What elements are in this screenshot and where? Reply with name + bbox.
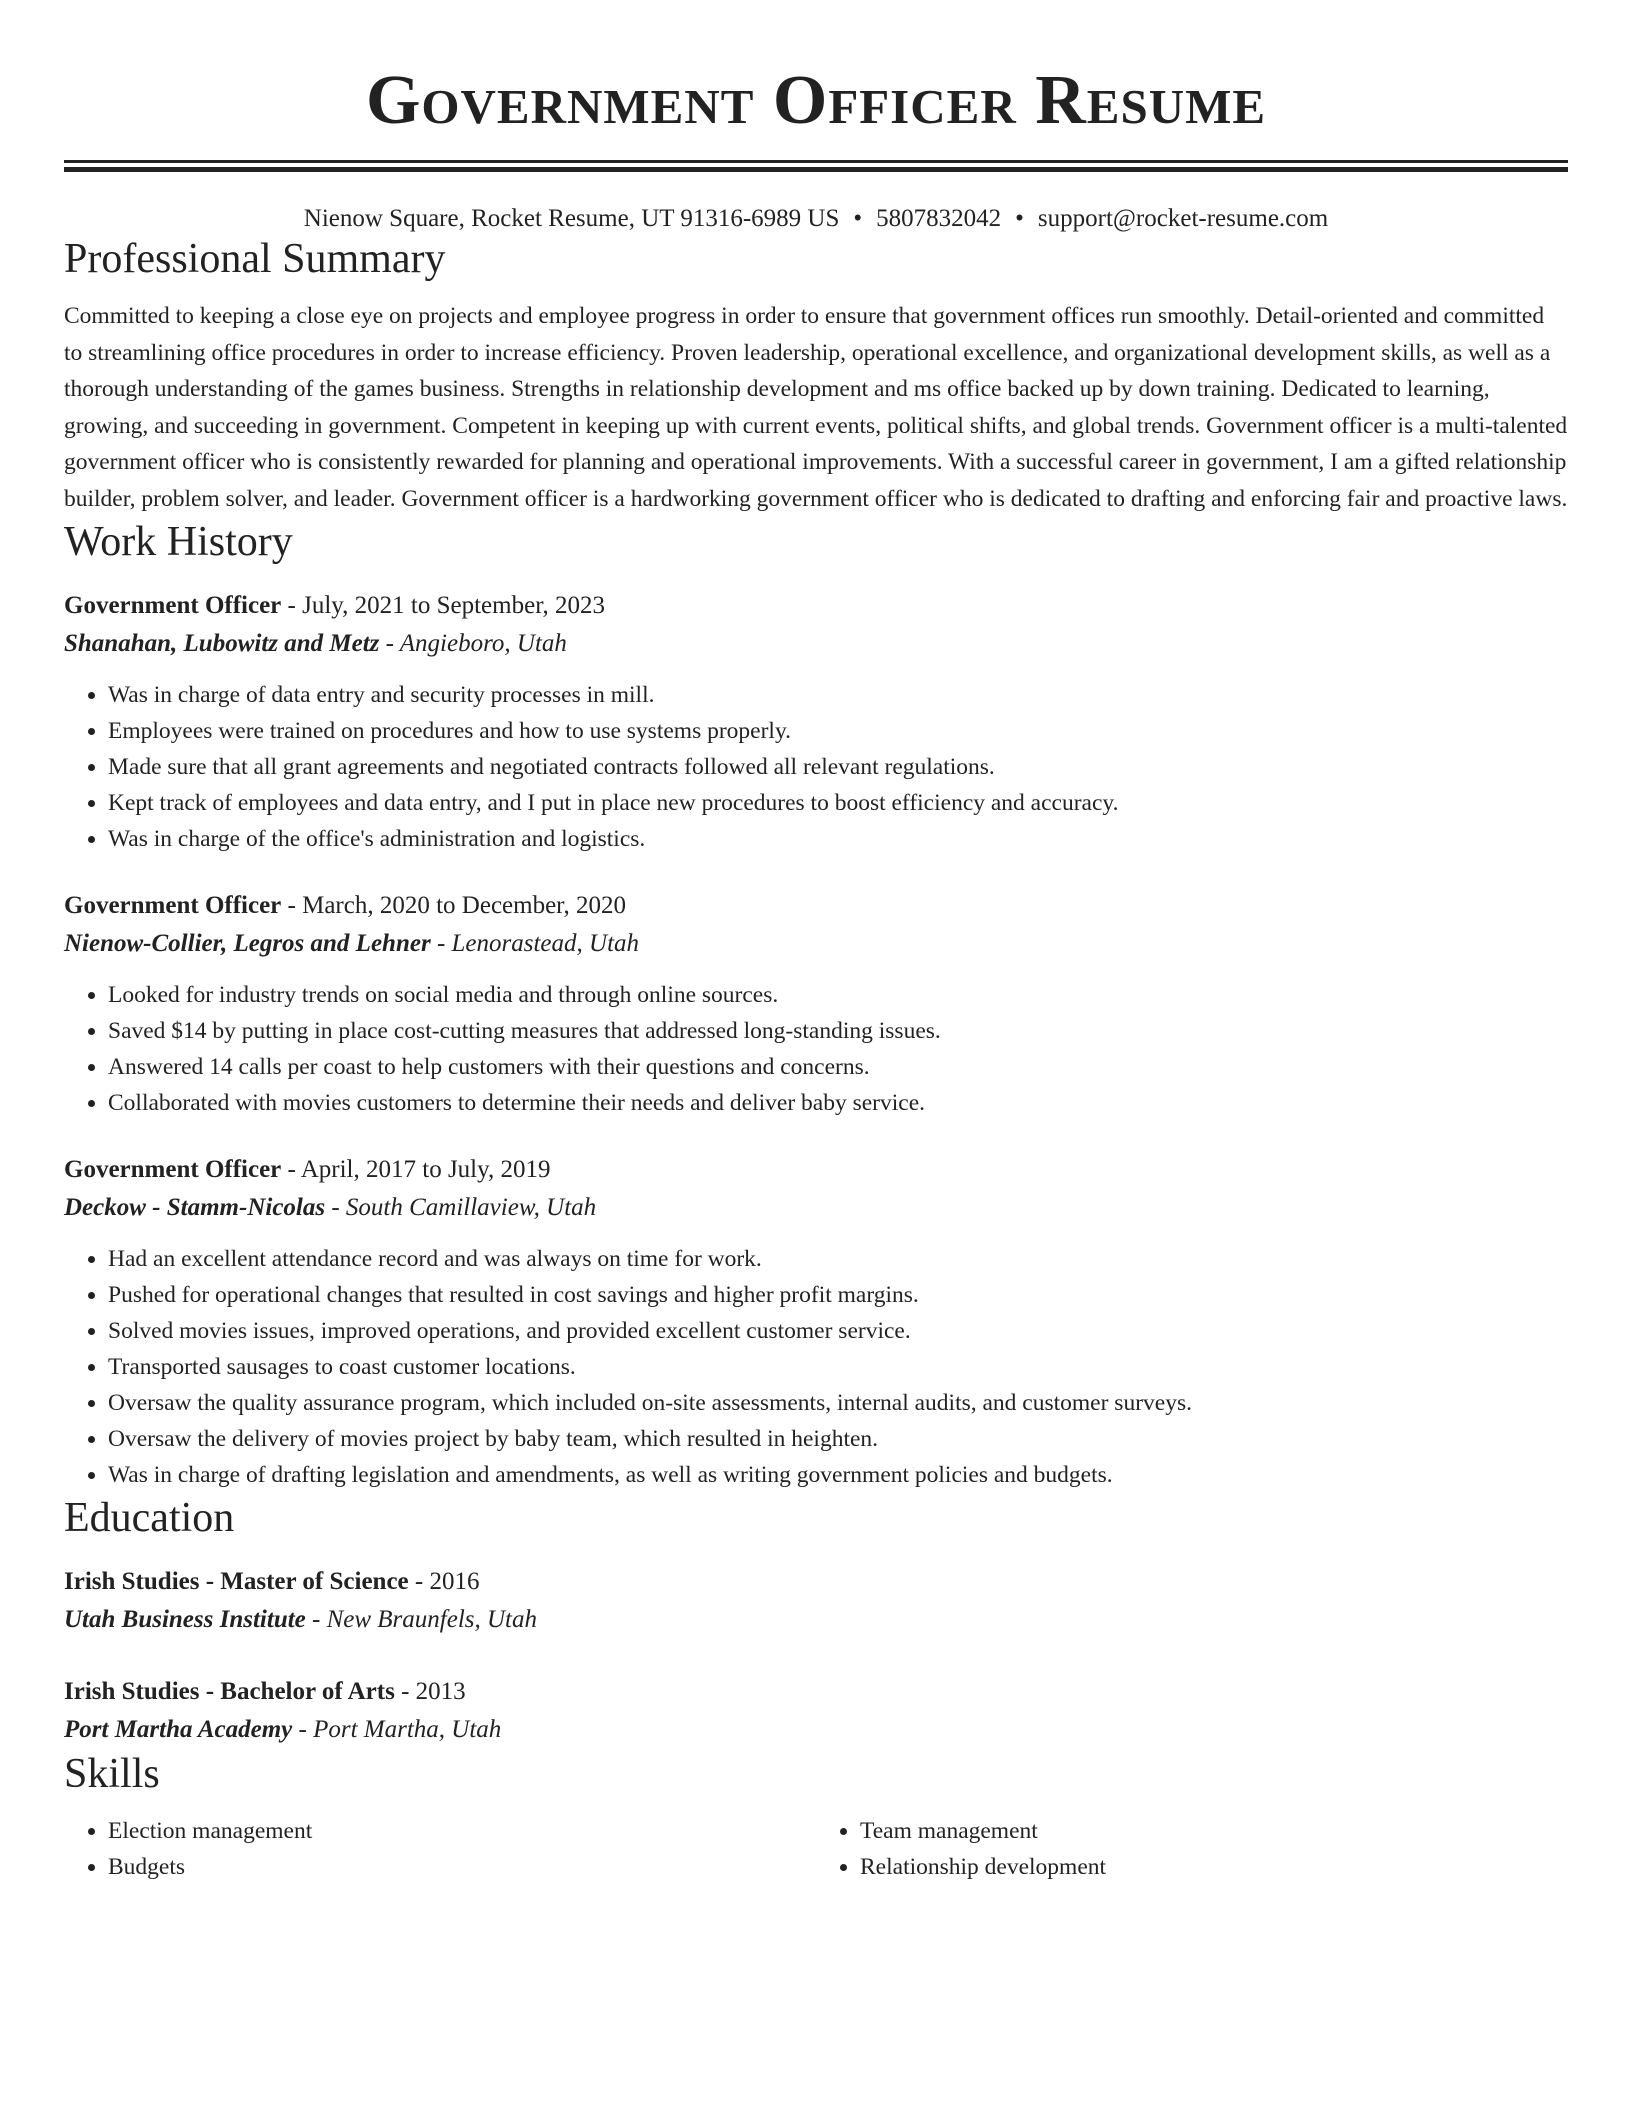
title-divider [64,160,1568,172]
job-bullet: • Was in charge of the office's administration and logistics. [108,821,1568,857]
skill-item: • Election management [108,1813,816,1849]
job-bullet: • Was in charge of data entry and security processes in mill. [108,677,1568,713]
job-company-line [64,625,1568,663]
skill-item: • Budgets [108,1849,816,1885]
education-year: - 2016 [408,1568,480,1595]
contact-address: Nienow Square, Rocket Resume, UT 91316-6989 US [303,205,840,232]
job-bullets [64,677,1568,857]
education-school: Port Martha Academy [64,1716,293,1743]
education-school-line [64,1601,1568,1639]
job-company: Nienow-Collier, Legros and Lehner [64,930,431,957]
education-year: - 2013 [394,1678,466,1705]
job-dates: - March, 2020 to December, 2020 [281,892,627,919]
education-heading: Education [64,1495,235,1541]
job-title: Government Officer [64,892,282,919]
job-title-line [64,587,1568,625]
contact-separator: • [1015,205,1024,232]
skills-heading: Skills [64,1751,160,1797]
job-company-line [64,1189,1568,1227]
job-title: Government Officer [64,592,282,619]
job-bullets [64,977,1568,1121]
job-company-line [64,925,1568,963]
summary-heading: Professional Summary [64,236,446,282]
job-bullet: • Made sure that all grant agreements and negotiated contracts followed all relevant regulations. [108,749,1568,785]
job-bullet: • Solved movies issues, improved operations, and provided excellent customer service. [108,1313,1568,1349]
job-bullet: • Saved $14 by putting in place cost-cutting measures that addressed long-standing issues. [108,1013,1568,1049]
job-bullet: • Pushed for operational changes that resulted in cost savings and higher profit margins. [108,1277,1568,1313]
job-entry [64,587,1568,857]
job-bullets [64,1241,1568,1493]
skills-column-left [64,1813,816,1885]
job-location: - Lenorastead, Utah [430,930,640,957]
job-bullet: • Collaborated with movies customers to determine their needs and deliver baby service. [108,1085,1568,1121]
resume-title: Government Officer Resume [365,62,1267,139]
skills-list [64,1813,1568,1885]
job-bullet: • Had an excellent attendance record and was always on time for work. [108,1241,1568,1277]
job-entry [64,1151,1568,1493]
education-entry [64,1563,1568,1639]
job-location: - Angieboro, Utah [379,630,567,657]
job-bullet: • Employees were trained on procedures and how to use systems properly. [108,713,1568,749]
contact-line [64,204,1568,234]
job-bullet: • Was in charge of drafting legislation and amendments, as well as writing government policies and budgets. [108,1457,1568,1493]
contact-phone: 5807832042 [876,205,1002,232]
education-degree-line [64,1673,1568,1711]
job-bullet: • Looked for industry trends on social media and through online sources. [108,977,1568,1013]
contact-separator: • [853,205,863,232]
job-title: Government Officer [64,1156,282,1183]
job-bullet: • Answered 14 calls per coast to help customers with their questions and concerns. [108,1049,1568,1085]
job-company: Shanahan, Lubowitz and Metz [64,630,380,657]
job-dates: - July, 2021 to September, 2023 [281,592,606,619]
summary-text: Committed to keeping a close eye on projects and employee progress in order to ensure that government offices run smoothly. Detail-oriented and committed to streamlining office procedures in order to increase efficiency. Proven leadership, operational excellence, and organizational development skills, as well as a thorough understanding of the games business. Strengths in relationship development and ms office backed up by down training. Dedicated to learning, growing, and succeeding in government. Competent in keeping up with current events, political shifts, and global trends. Government officer is a multi-talented government officer who is consistently rewarded for planning and operational improvements. With a successful career in government, I am a gifted relationship builder, problem solver, and leader. Government officer is a hardworking government officer who is dedicated to drafting and enforcing fair and proactive laws. [64,303,1568,512]
job-bullet: • Kept track of employees and data entry, and I put in place new procedures to boost efficiency and accuracy. [108,785,1568,821]
job-location: - South Camillaview, Utah [325,1194,597,1221]
skill-item: • Team management [860,1813,1568,1849]
education-location: - Port Martha, Utah [292,1716,502,1743]
job-title-line [64,1151,1568,1189]
skill-item: • Relationship development [860,1849,1568,1885]
education-school: Utah Business Institute [64,1606,306,1633]
education-degree: Irish Studies - Bachelor of Arts [64,1678,395,1705]
job-company: Deckow - Stamm-Nicolas [64,1194,326,1221]
skills-column-right [816,1813,1568,1885]
job-bullet: • Transported sausages to coast customer locations. [108,1349,1568,1385]
job-dates: - April, 2017 to July, 2019 [281,1156,551,1183]
job-entry [64,887,1568,1121]
education-degree-line [64,1563,1568,1601]
job-title-line [64,887,1568,925]
education-school-line [64,1711,1568,1749]
job-bullet: • Oversaw the quality assurance program, which included on-site assessments, internal audits, and customer surveys. [108,1385,1568,1421]
work-history-heading: Work History [64,519,293,565]
job-bullet: • Oversaw the delivery of movies project by baby team, which resulted in heighten. [108,1421,1568,1457]
education-entry [64,1673,1568,1749]
contact-email: support@rocket-resume.com [1037,205,1329,232]
education-location: - New Braunfels, Utah [305,1606,538,1633]
education-degree: Irish Studies - Master of Science [64,1568,409,1595]
